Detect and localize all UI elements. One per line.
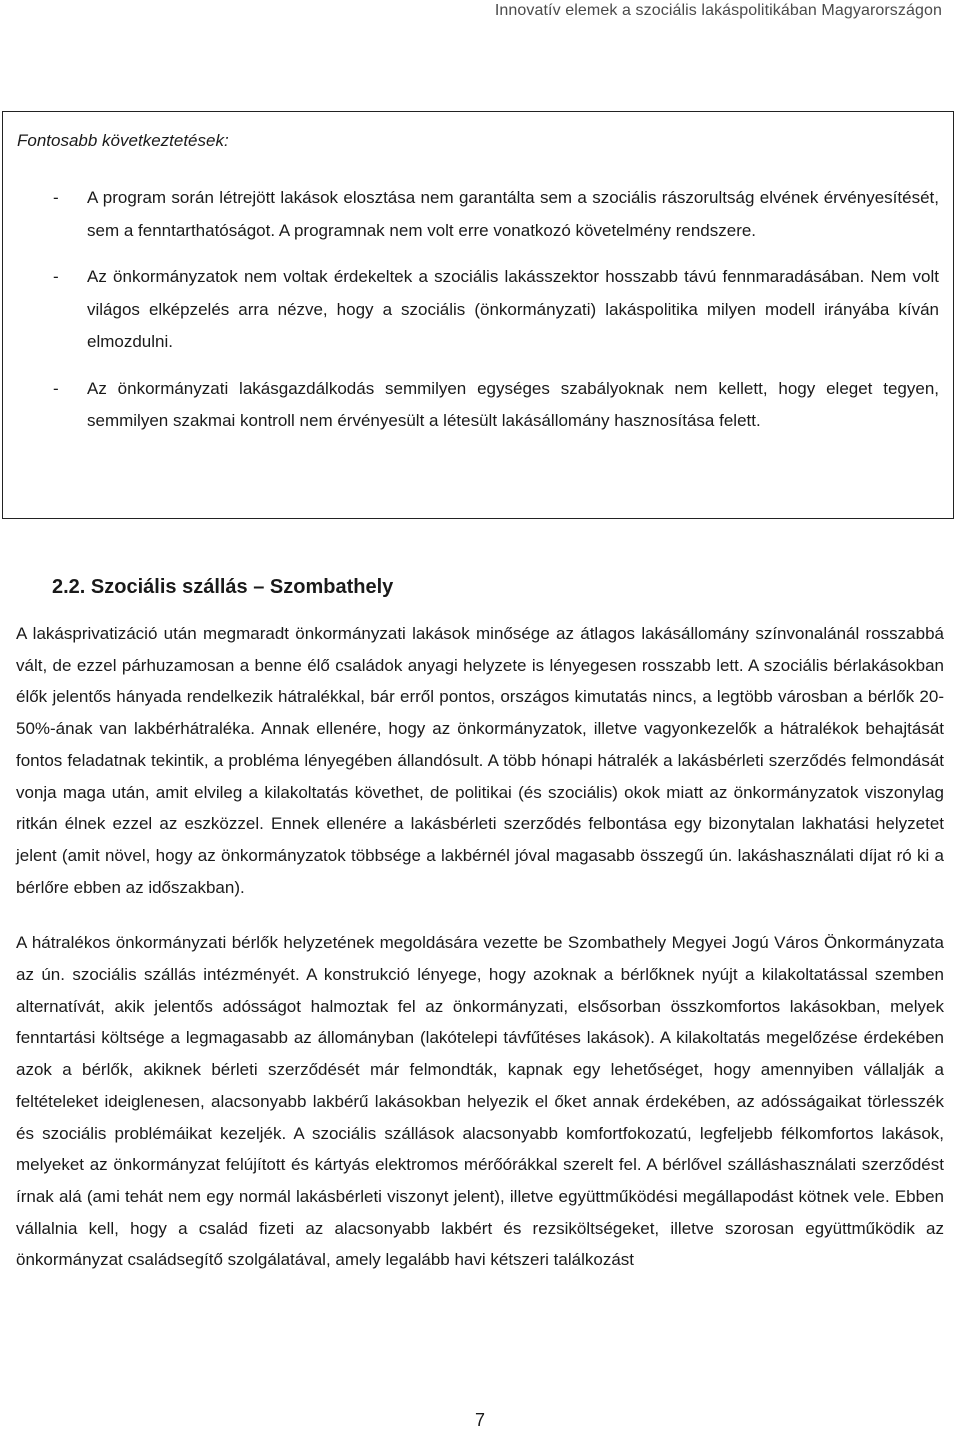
- bullet-dash: -: [53, 188, 59, 207]
- conclusions-box: [2, 111, 954, 519]
- running-header: Innovatív elemek a szociális lakáspolitikában Magyarországon: [494, 2, 942, 19]
- conclusions-title: Fontosabb következtetések:: [17, 131, 229, 150]
- section-body: [16, 618, 944, 1300]
- section-heading: 2.2. Szociális szállás – Szombathely: [52, 576, 394, 598]
- conclusion-item: [17, 182, 939, 247]
- conclusion-item: [17, 373, 939, 438]
- body-paragraph: A lakásprivatizáció után megmaradt önkormányzati lakások minősége az átlagos lakásállomány színvonalánál rosszabbá vált, de ezzel párhuzamosan a benne élő családok anyagi helyzete is lényegesen rosszabb lett. A szociális bérlakásokban élők jelentős hányada rendelkezik hátralékkal, bár erről pontos, országos kimutatás nincs, a legtöbb városban a bérlők 20-50%-ának van lakbérhátraléka. Annak ellenére, hogy az önkormányzatok, illetve vagyonkezelők a hátralékok behajtását fontos feladatnak tekintik, a probléma lényegében állandósult. A több hónapi hátralék a lakásbérleti szerződés felmondását vonja maga után, amit elvileg a kilakoltatás követhet, de politikai (és szociális) okok miatt az önkormányzatok viszonylag ritkán élnek ezzel az eszközzel. Ennek ellenére a lakásbérleti szerződés felbontása egy bizonytalan lakhatási helyzetet jelent (amit növel, hogy az önkormányzatok többsége a lakbérnél jóval magasabb összegű ún. lakáshasználati díjat ró ki a bérlőre ebben az időszakban).: [16, 624, 944, 897]
- page-number: 7: [474, 1410, 485, 1430]
- conclusion-text: A program során létrejött lakások elosztása nem garantálta sem a szociális rászorultság elvének érvényesítését, sem a fenntarthatóságot. A programnak nem volt erre vonatkozó követelmény rendszere.: [87, 188, 939, 240]
- conclusion-item: [17, 261, 939, 359]
- conclusion-text: Az önkormányzatok nem voltak érdekeltek a szociális lakásszektor hosszabb távú fennmaradásában. Nem volt világos elképzelés arra nézve, hogy a szociális (önkormányzati) lakáspolitika milyen modell irányába kíván elmozdulni.: [87, 267, 939, 351]
- conclusion-text: Az önkormányzati lakásgazdálkodás semmilyen egységes szabályoknak nem kellett, hogy eleget tegyen, semmilyen szakmai kontroll nem érvényesült a létesült lakásállomány hasznosítása felett.: [87, 378, 939, 430]
- body-paragraph: A hátralékos önkormányzati bérlők helyzetének megoldására vezette be Szombathely Megyei Jogú Város Önkormányzata az ún. szociális szállás intézményét. A konstrukció lényege, hogy azoknak a bérlőknek nyújt a kilakoltatással szemben alternatívát, akik jelentős adósságot halmoztak fel az önkormányzati, elsősorban összkomfortos lakásokban, melyek fenntartási költsége a legmagasabb az állományban (lakótelepi távfűtéses lakások). A kilakoltatás megelőzése érdekében azok a bérlők, akiknek bérleti szerződését már felmondták, kapnak egy lehetőséget, hogy amennyiben vállalják a feltételeket ideiglenesen, alacsonyabb lakbérű lakásokban helyezik el őket annak érdekében, az adósságaikat törlesszék és szociális problémáikat kezeljék. A szociális szállások alacsonyabb komfortfokozatú, legfeljebb félkomfortos lakások, melyeket az önkormányzat felújított és kártyás elektromos mérőórákkal szerelt fel. A bérlővel szálláshasználati szerződést írnak alá (ami tehát nem egy normál lakásbérleti viszonyt jelent), illetve együttműködési megállapodást kötnek vele. Ebben vállalnia kell, hogy a család fizeti az alacsonyabb lakbért és rezsiköltségeket, illetve szorosan együttműködik az önkormányzat családsegítő szolgálatával, amely legalább havi kétszeri találkozást: [16, 933, 944, 1270]
- bullet-dash: -: [53, 267, 59, 286]
- bullet-dash: -: [53, 378, 59, 398]
